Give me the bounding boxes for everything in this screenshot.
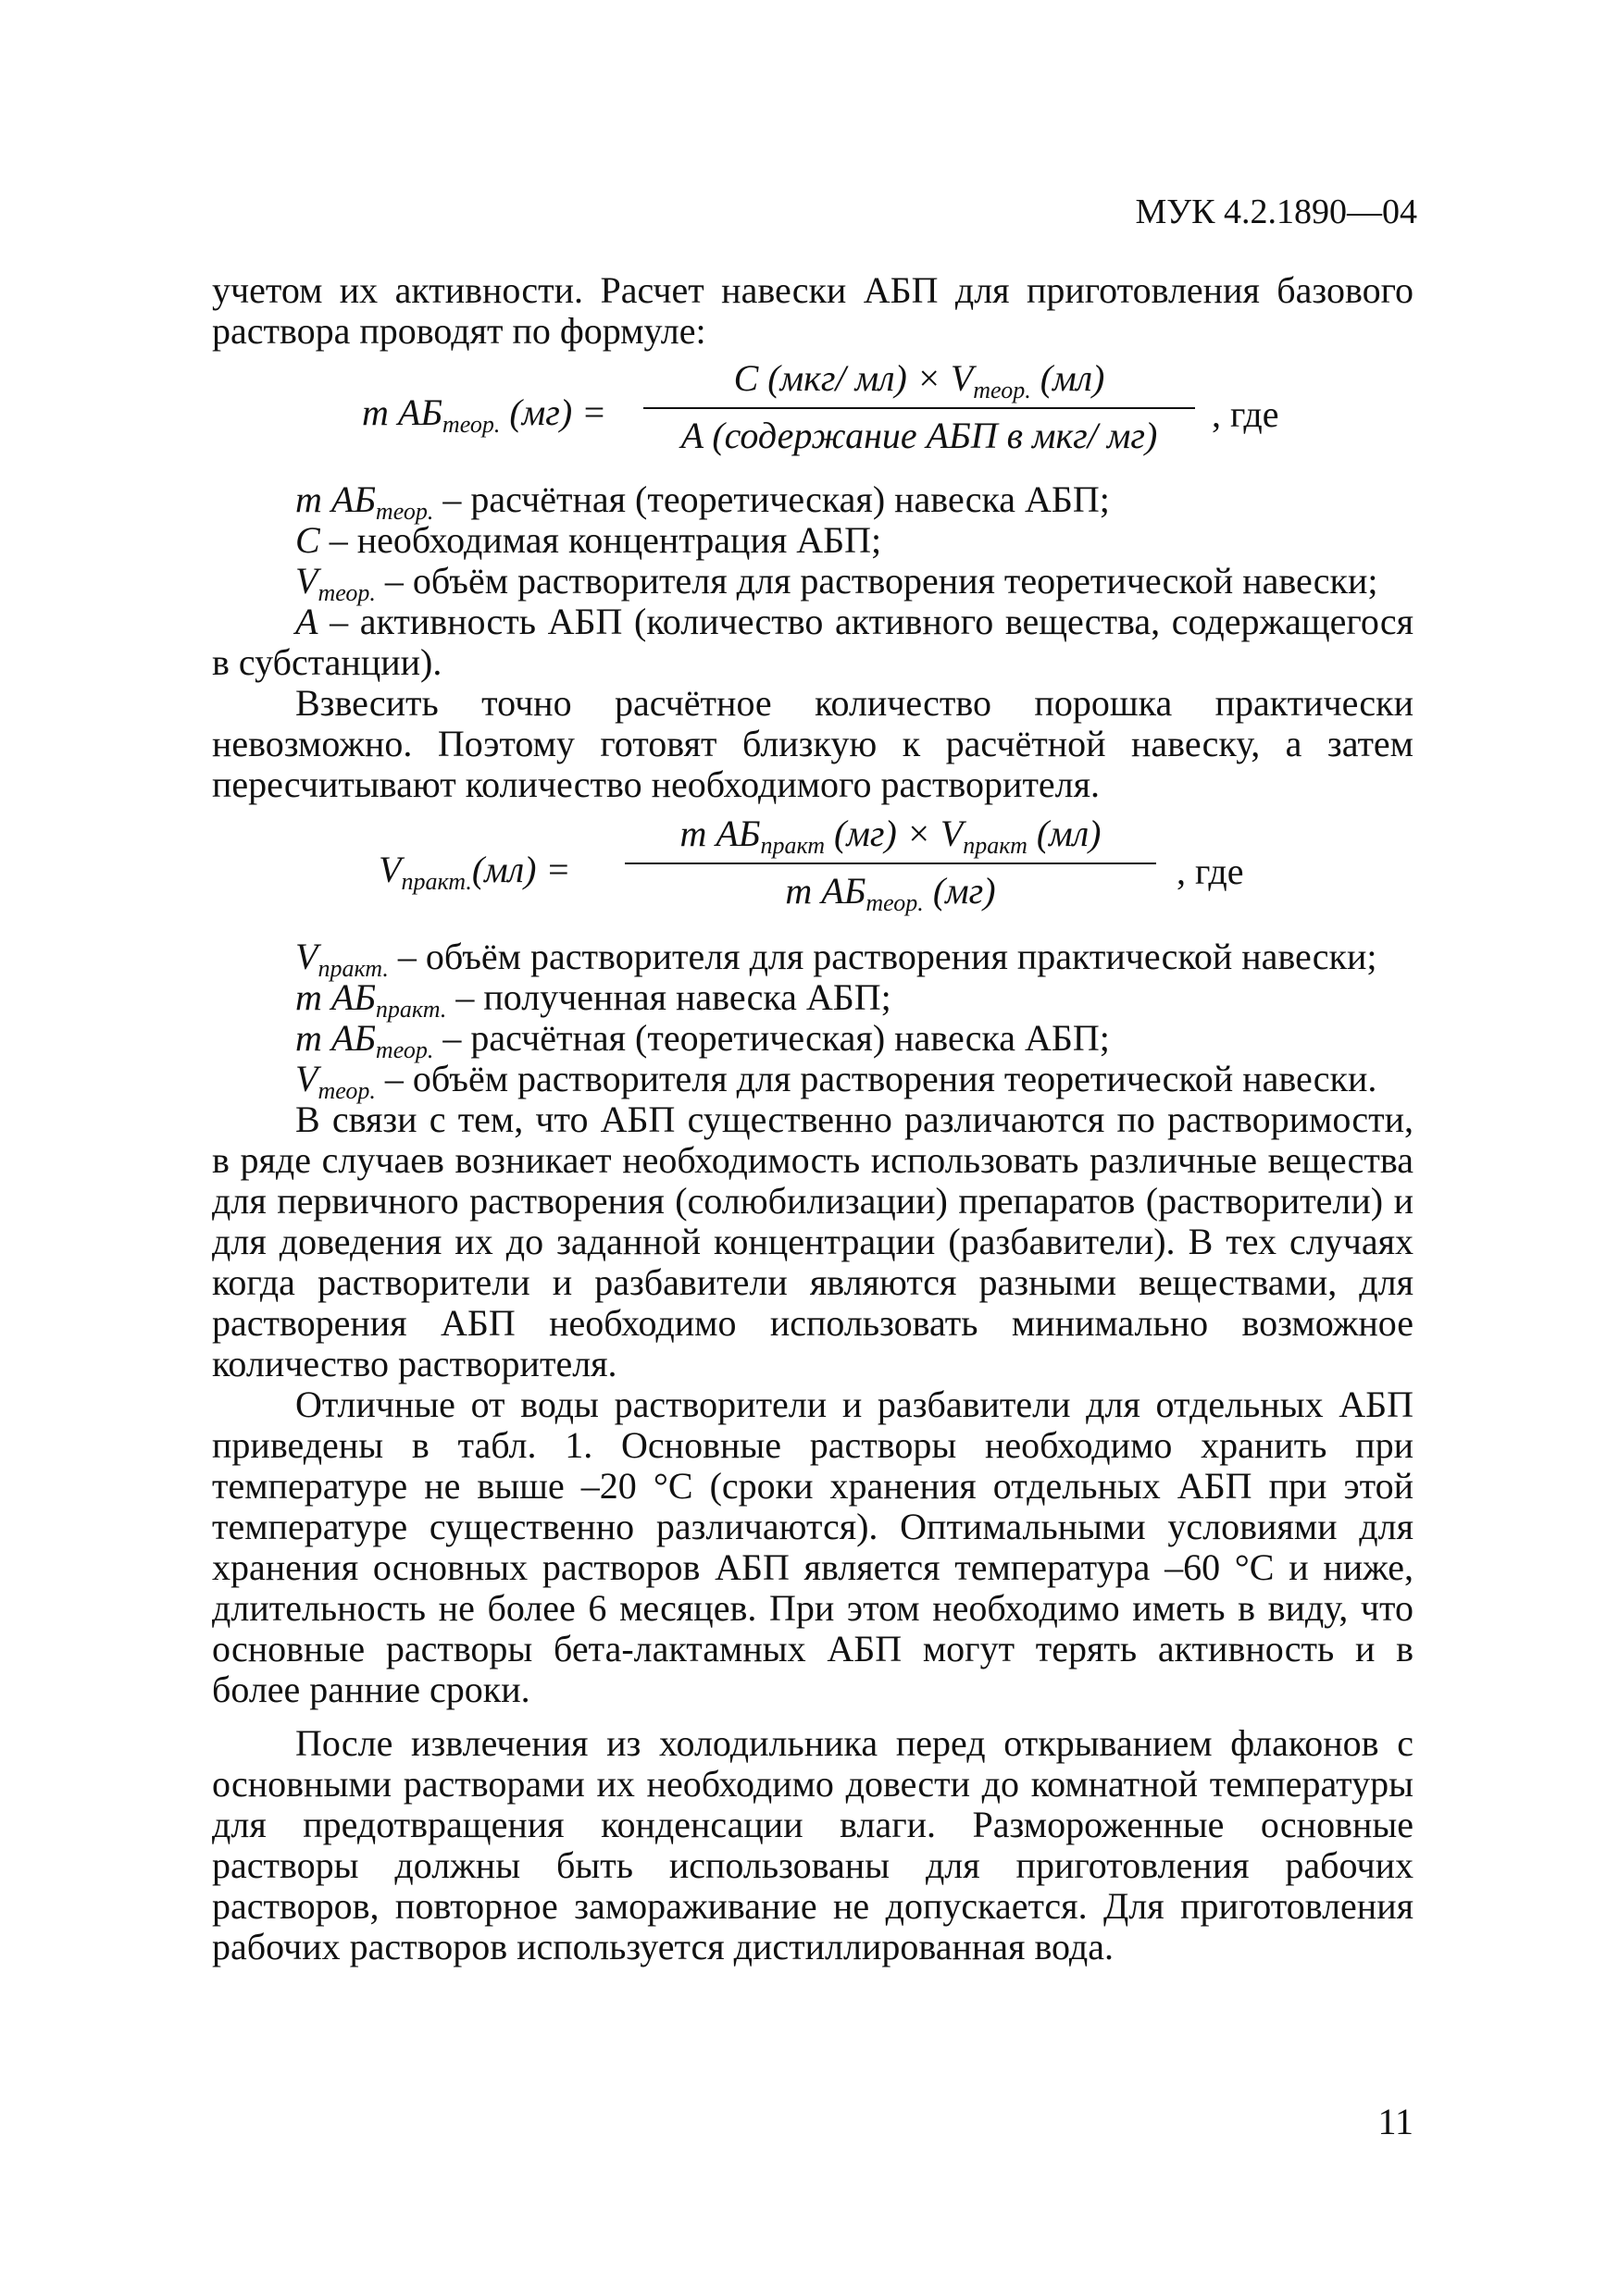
formula2-lhs-symbol: V [379,849,402,890]
intro-paragraph: учетом их активности. Расчет навески АБП для приготовления базового раствора проводят по формуле: [212,269,1414,352]
legend-symbol: m АБ [295,478,376,520]
formula2-where: , где [1177,850,1244,892]
paragraph-storage: Отличные от воды растворители и разбавители для отдельных АБП приведены в табл. 1. Основные растворы необходимо хранить при температуре не выше –20 °С (сроки хранения отдельных АБП при этой температуре существенно различаются). Оптимальными условиями для хранения основных растворов АБП является температура –60 °С и ниже, длительность не более 6 месяцев. При этом необходимо иметь в виду, что основные растворы бета-лактамных АБП могут терять активность и в более ранние сроки. [212,1384,1414,1710]
legend-subscript: теор. [375,1036,434,1063]
document-code-header: МУК 4.2.1890—04 [1135,192,1417,231]
legend2-item [212,936,1414,982]
formula2-num-part-c: (мл) [1027,813,1102,854]
legend-symbol: m АБ [295,1017,376,1059]
formula2-lhs-subscript: практ. [401,868,472,895]
paragraph-weighing: Взвесить точно расчётное количество порошка практически невозможно. Поэтому готовят близкую к расчётной навеску, а затем пересчитывают количество необходимого растворителя. [212,682,1414,805]
legend1-item [212,560,1414,606]
legend-subscript: теор. [318,579,376,606]
legend-subscript: практ. [318,955,389,982]
formula1-numerator [643,357,1195,403]
legend2-item [212,1017,1414,1063]
formula1-lhs-subscript: теор. [442,411,501,438]
formula2-fraction [625,813,1156,916]
formula1-lhs-symbol: m АБ [362,391,442,433]
formula2-num-subscript-1: практ [760,832,826,859]
legend1-item [212,520,1414,561]
formula2-lhs [379,849,571,895]
formula2-denominator [625,870,1156,916]
legend-text: – полученная навеска АБП; [446,976,891,1018]
formula1-num-part-b: (мл) [1030,357,1105,399]
legend-subscript: практ. [375,996,447,1023]
formula1-lhs-unit: (мг) = [500,391,607,433]
formula2-num-part-a: m АБ [679,813,761,854]
formula1-fraction [643,357,1195,457]
formula2-fraction-bar [625,863,1156,864]
paragraph-thawing: После извлечения из холодильника перед открыванием флаконов с основными растворами их необходимо довести до комнатной температуры для предотвращения конденсации влаги. Размороженные основные растворы должны быть использованы для приготовления рабочих растворов, повторное замораживание не допускается. Для приготовления рабочих растворов используется дистиллированная вода. [212,1722,1414,1967]
formula2-num-part-b: (мг) × V [825,813,964,854]
formula1-fraction-bar [643,407,1195,409]
legend-symbol: V [295,936,318,977]
formula-practical-volume [212,813,1414,929]
formula1-lhs [362,391,607,438]
legend-text: – объём растворителя для растворения теоретической навески. [375,1058,1377,1099]
formula2-numerator [625,813,1156,859]
legend-symbol: C [295,519,320,561]
formula2-den-subscript: теор. [866,889,924,916]
legend-symbol: V [295,560,318,602]
legend2-list [212,936,1414,1104]
legend2-item [212,1058,1414,1104]
page-number: 11 [1377,2101,1414,2142]
legend-text: – объём растворителя для растворения теоретической навески; [375,560,1378,602]
formula2-den-part-b: (мг) [923,870,996,912]
text-block-top [212,270,1414,1967]
legend-symbol: m АБ [295,976,376,1018]
formula-theoretical-mass [212,357,1414,468]
formula2-den-part-a: m АБ [785,870,866,912]
legend-text: – расчётная (теоретическая) навеска АБП; [433,1017,1110,1059]
legend-text: – активность АБП (количество активного вещества, содержащегося в субстанции). [212,601,1414,683]
formula1-num-subscript: теор. [973,377,1031,403]
legend2-item [212,976,1414,1023]
legend-subscript: теор. [375,498,434,525]
formula1-where: , где [1212,393,1279,435]
paragraph-solubility: В связи с тем, что АБП существенно различаются по растворимости, в ряде случаев возникает необходимость использовать различные вещества для первичного растворения (солюбилизации) препаратов (растворители) и для доведения их до заданной концентрации (разбавители). В тех случаях когда растворители и разбавители являются разными веществами, для растворения АБП необходимо использовать минимально возможное количество растворителя. [212,1098,1414,1384]
legend-text: – расчётная (теоретическая) навеска АБП; [433,478,1110,520]
legend-text: – необходимая концентрация АБП; [319,519,882,561]
formula2-num-subscript-2: практ [963,832,1027,859]
legend-subscript: теор. [318,1077,376,1104]
legend1-item [212,478,1414,525]
legend1-list [212,479,1414,683]
legend1-item-activity [212,602,1414,683]
formula1-num-part-a: C (мкг/ мл) × V [733,357,974,399]
legend-symbol: A [295,601,318,642]
formula2-lhs-unit: (мл) = [471,849,571,890]
legend-symbol: V [295,1058,318,1099]
formula1-denominator: A (содержание АБП в мкг/ мг) [680,415,1158,456]
legend-text: – объём растворителя для растворения практической навески; [388,936,1377,977]
